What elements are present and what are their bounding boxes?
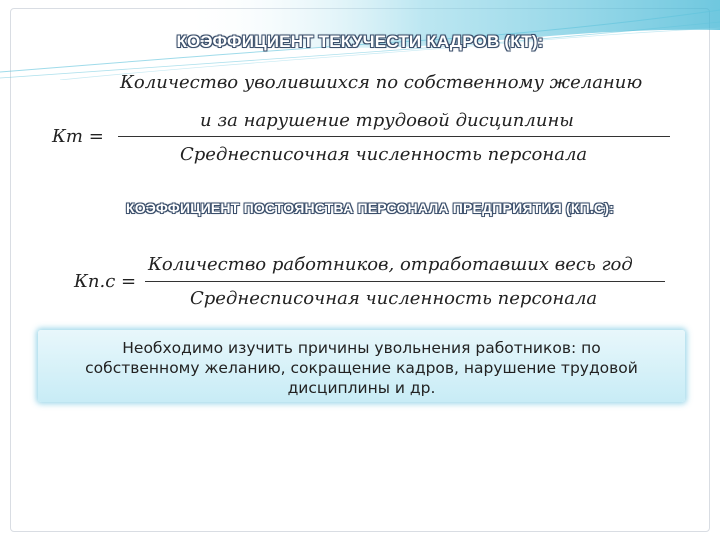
note-line-2: собственному желанию, сокращение кадров, нарушение трудовой <box>85 359 638 377</box>
formula-stability-denominator: Среднесписочная численность персонала <box>190 288 598 309</box>
title-turnover: КОЭФФИЦИЕНТ ТЕКУЧЕСТИ КАДРОВ (КТ): <box>176 32 544 51</box>
note-line-3: дисциплины и др. <box>287 379 436 397</box>
formula-turnover-numerator-line2: и за нарушение трудовой дисциплины <box>200 110 574 131</box>
title-stability: КОЭФФИЦИЕНТ ПОСТОЯНСТВА ПЕРСОНАЛА ПРЕДПРИЯТИЯ (КП.С): <box>126 200 614 216</box>
formula-turnover-numerator-line1: Количество уволившихся по собственному желанию <box>120 72 643 93</box>
formula-turnover-denominator: Среднесписочная численность персонала <box>180 144 588 165</box>
note-box <box>38 330 685 402</box>
formula-stability-lhs: Кп.с = <box>74 271 137 292</box>
formula-turnover-lhs: Кт = <box>52 126 104 147</box>
formula-stability-numerator: Количество работников, отработавших весь год <box>148 254 633 275</box>
fraction-line-turnover <box>118 136 670 137</box>
note-text <box>38 338 685 398</box>
fraction-line-stability <box>145 281 665 282</box>
note-line-1: Необходимо изучить причины увольнения работников: по <box>122 339 601 357</box>
